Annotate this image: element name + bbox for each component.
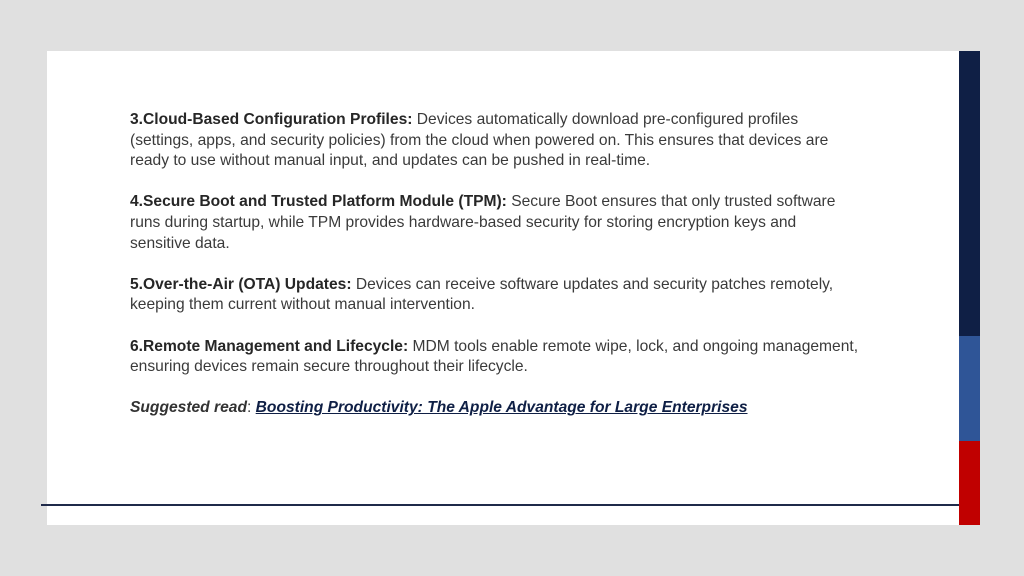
section-body: Secure Boot ensures that only trusted software runs during startup, while TPM provides hardware-based security for storing encryption keys and sensitive data. xyxy=(130,193,836,252)
suggested-read-separator: : xyxy=(246,399,256,417)
section-remote-management xyxy=(130,337,860,378)
section-heading: 6.Remote Management and Lifecycle: xyxy=(130,337,409,355)
footer-rule xyxy=(41,504,959,506)
accent-bar-blue xyxy=(959,336,980,441)
section-ota-updates xyxy=(130,275,860,316)
section-heading: 4.Secure Boot and Trusted Platform Module (TPM): xyxy=(130,193,507,211)
slide-content xyxy=(130,110,860,419)
section-cloud-profiles xyxy=(130,110,860,172)
section-heading: 5.Over-the-Air (OTA) Updates: xyxy=(130,275,352,293)
suggested-read-link[interactable]: Boosting Productivity: The Apple Advantage for Large Enterprises xyxy=(255,399,748,417)
section-heading: 3.Cloud-Based Configuration Profiles: xyxy=(130,111,413,128)
section-body: MDM tools enable remote wipe, lock, and ongoing management, ensuring devices remain secure throughout their lifecycle. xyxy=(130,337,859,376)
accent-bar-navy xyxy=(959,51,980,336)
section-secure-boot xyxy=(130,192,860,254)
accent-bar-red xyxy=(959,441,980,525)
suggested-read-label: Suggested read xyxy=(130,399,247,417)
section-body: Devices can receive software updates and security patches remotely, keeping them current without manual intervention. xyxy=(130,275,834,314)
section-body: Devices automatically download pre-configured profiles (settings, apps, and security policies) from the cloud when powered on. This ensures that devices are ready to use without manual input, and updates can be pushed in real-time. xyxy=(130,111,829,170)
suggested-read xyxy=(130,398,860,419)
